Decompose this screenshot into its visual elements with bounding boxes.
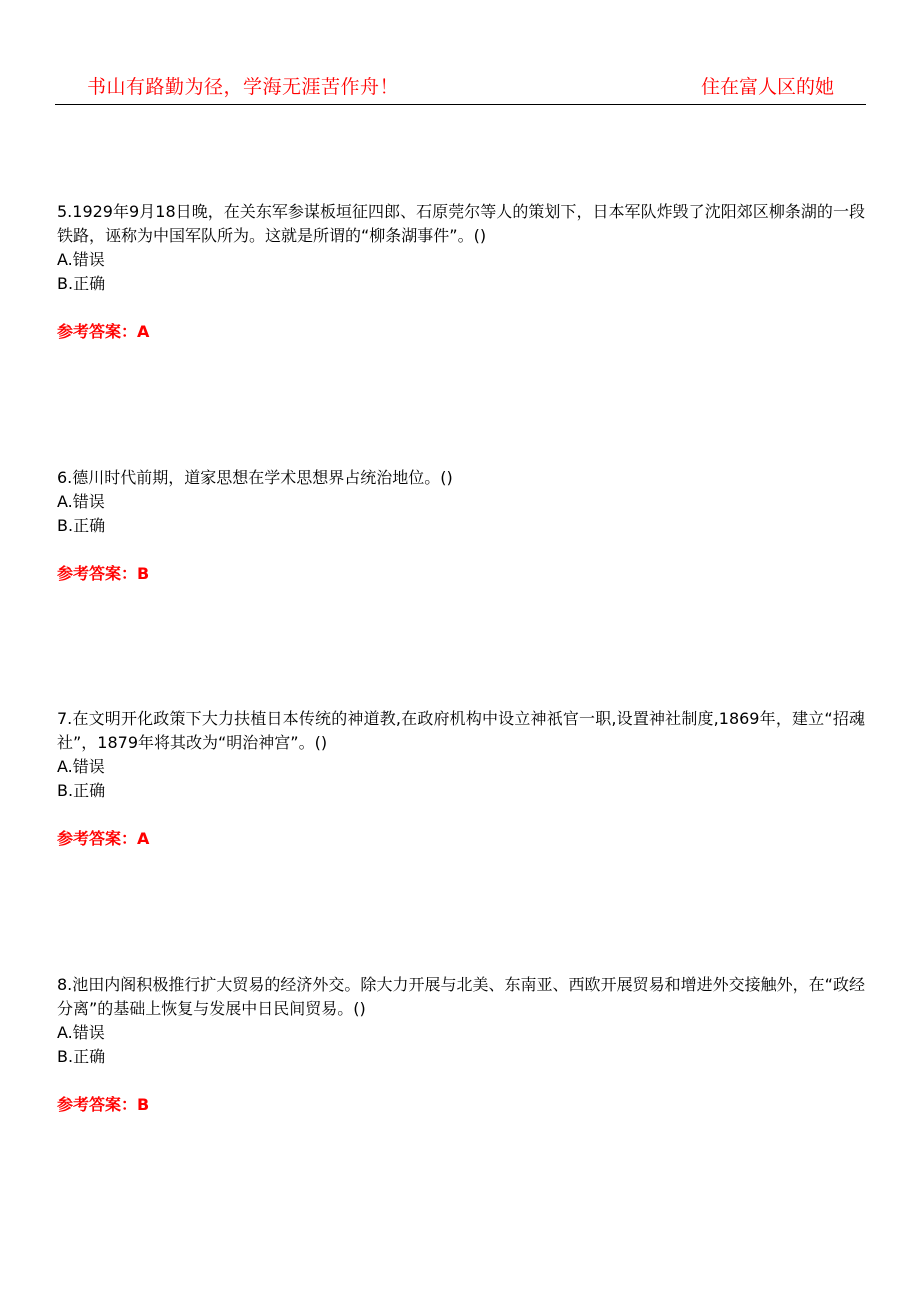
question-text: 8.池田内阁积极推行扩大贸易的经济外交。除大力开展与北美、东南亚、西欧开展贸易和增进外交接触外，在“政经分离”的基础上恢复与发展中日民间贸易。()	[57, 975, 865, 1018]
option-a: A.错误	[57, 757, 105, 776]
question-5	[57, 200, 865, 344]
reference-answer: 参考答案：A	[57, 322, 150, 341]
question-8	[57, 973, 865, 1117]
option-b: B.正确	[57, 274, 106, 293]
reference-answer: 参考答案：A	[57, 829, 150, 848]
question-text: 5.1929年9月18日晚，在关东军参谋板垣征四郎、石原莞尔等人的策划下，日本军队炸毁了沈阳郊区柳条湖的一段铁路，诬称为中国军队所为。这就是所谓的“柳条湖事件”。()	[57, 202, 865, 245]
option-a: A.错误	[57, 1023, 105, 1042]
question-6	[57, 466, 865, 586]
reference-answer: 参考答案：B	[57, 1095, 150, 1114]
header-slogan-right: 住在富人区的她	[700, 76, 834, 98]
option-a: A.错误	[57, 250, 105, 269]
option-b: B.正确	[57, 516, 106, 535]
question-text: 6.德川时代前期，道家思想在学术思想界占统治地位。()	[57, 468, 453, 487]
header-slogan-left: 书山有路勤为径，学海无涯苦作舟！	[87, 76, 400, 98]
question-text: 7.在文明开化政策下大力扶植日本传统的神道教,在政府机构中设立神祇官一职,设置神社制度,1869年，建立“招魂社”，1879年将其改为“明治神宫”。()	[57, 709, 865, 752]
option-b: B.正确	[57, 781, 106, 800]
page-header	[55, 68, 866, 105]
question-7	[57, 707, 865, 851]
option-a: A.错误	[57, 492, 105, 511]
reference-answer: 参考答案：B	[57, 564, 150, 583]
option-b: B.正确	[57, 1047, 106, 1066]
